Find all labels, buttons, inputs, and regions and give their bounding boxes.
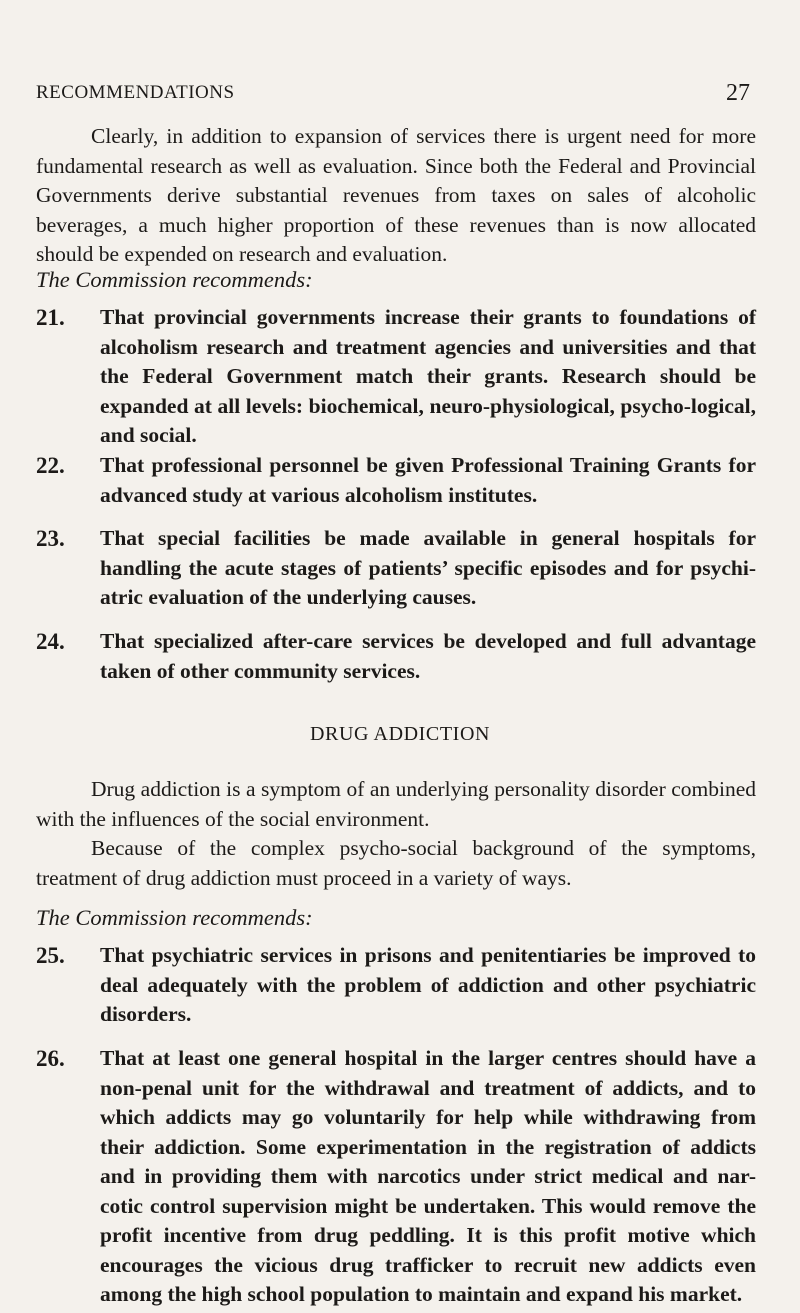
recommendation-number: 26. <box>36 1046 65 1071</box>
recommendation-item <box>36 627 756 686</box>
recommendation-number: 22. <box>36 453 65 478</box>
recommendation-number: 21. <box>36 305 65 330</box>
recommendation-text: That professional personnel be given Professional Training Grants for advanced study at various alcoholism institutes. <box>100 453 756 507</box>
recommendation-item <box>36 303 756 451</box>
section-heading: DRUG ADDICTION <box>309 723 491 745</box>
running-header <box>36 78 750 108</box>
recommendation-item <box>36 941 756 1030</box>
paragraph-drug-addiction: Drug addiction is a symptom of an underlying personality disorder combined with the influences of the social environment. <box>36 777 756 831</box>
recommendation-number: 25. <box>36 943 65 968</box>
recommendation-item <box>36 451 756 510</box>
header-title: RECOMMENDATIONS <box>36 82 235 103</box>
commission-recommends-intro: The Commission recommends: <box>36 267 313 292</box>
paragraph-treatment: Because of the complex psycho-social background of the symptoms, treatment of drug addiction must proceed in a variety of ways. <box>36 836 756 890</box>
recommendation-text: That psychiatric services in prisons and penitentiaries be improved to deal adequately with the problem of addiction and other psychiatric disorders. <box>100 943 756 1026</box>
paragraph-research: Clearly, in addition to expansion of services there is urgent need for more fundamental research as well as evaluation. Since both the Federal and Provincial Governments derive substantial revenues from taxes on sales of alcoholic beverages, a much higher proportion of these revenues than is now allocated should be expended on research and evaluation. <box>36 124 756 266</box>
recommendation-number: 24. <box>36 629 65 654</box>
recommendation-item <box>36 524 756 613</box>
recommendation-text: That at least one general hospital in the larger centres should have a non-penal unit for the withdrawal and treatment of addicts, and to which addicts may go voluntarily for help while withdrawing from their addiction. Some experimentation in the registration of addicts and in providing them with narcotics under strict medical and nar-cotic control supervision might be undertaken. This would remove the profit incentive from drug peddling. It is this profit motive which encourages the vicious drug trafficker to recruit new addicts even among the high school population to maintain and expand his market. <box>100 1046 756 1306</box>
recommendation-text: That provincial governments increase their grants to foundations of alcoholism research and treatment agencies and universities and that the Federal Government match their grants. Research should be expanded at all levels: biochemical, neuro-physiological, psycho-logical, and social. <box>100 305 756 447</box>
recommendation-text: That special facilities be made available in general hospitals for handling the acute stages of patients’ specific episodes and for psychi-atric evaluation of the underlying causes. <box>100 526 756 609</box>
recommendation-text: That specialized after-care services be developed and full advantage taken of other community services. <box>100 629 756 683</box>
page-number: 27 <box>726 79 750 106</box>
recommendation-item <box>36 1044 756 1310</box>
recommendation-number: 23. <box>36 526 65 551</box>
commission-recommends-intro: The Commission recommends: <box>36 905 313 930</box>
